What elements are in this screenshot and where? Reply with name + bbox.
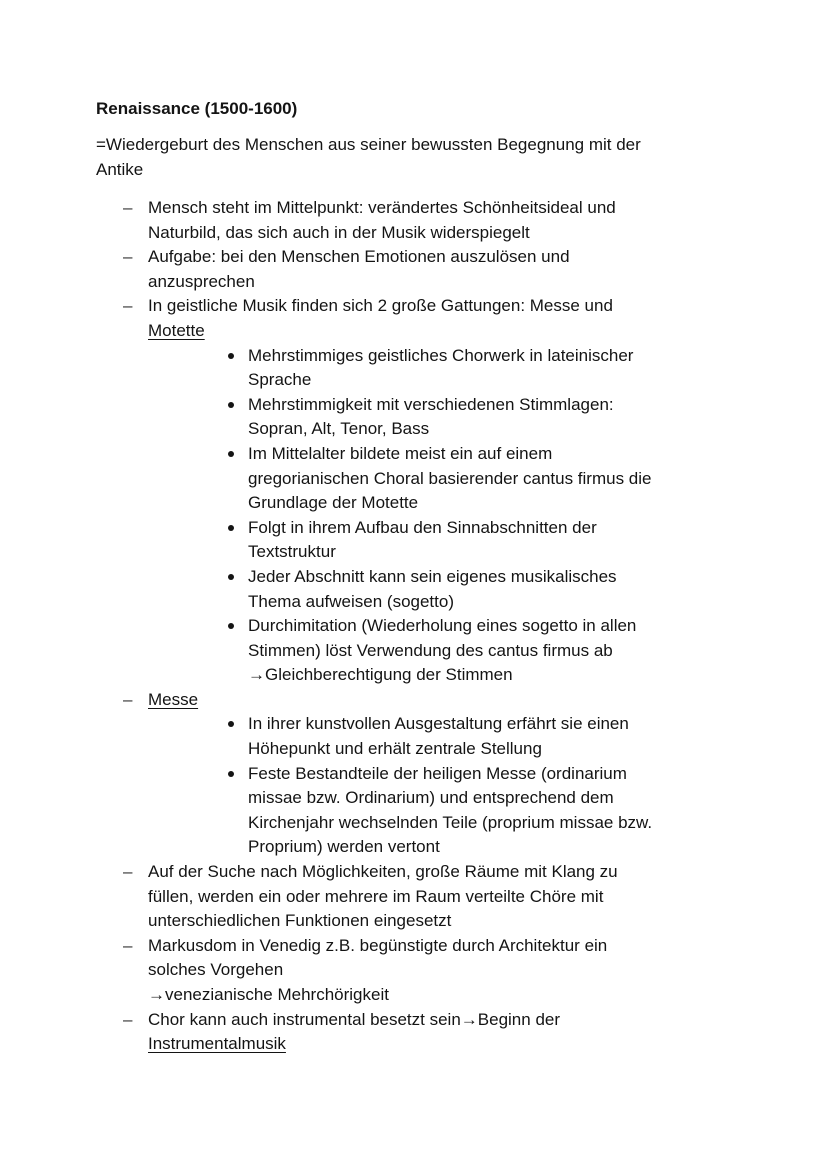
bullet-line: Proprium) werden vertont (248, 837, 440, 857)
intro-line: Antike (96, 159, 144, 179)
list-line: Auf der Suche nach Möglichkeiten, große Räume mit Klang zu (148, 862, 618, 882)
bullet-dot (228, 525, 234, 531)
list-line: füllen, werden ein oder mehrere im Raum verteilte Chöre mit (148, 886, 604, 906)
dash-list-item (96, 860, 746, 934)
bullet-item (96, 565, 746, 614)
list-line: Aufgabe: bei den Menschen Emotionen auszulösen und (148, 247, 570, 267)
bullet-dot (228, 451, 234, 457)
dash-list-item (96, 688, 746, 713)
list-line: Mensch steht im Mittelpunkt: verändertes Schönheitsideal und (148, 198, 616, 217)
messe-bullets (96, 712, 746, 860)
bullet-dot (228, 353, 234, 359)
bullet-line: Sopran, Alt, Tenor, Bass (248, 419, 430, 439)
bullet-line: →Gleichberechtigung der Stimmen (248, 665, 513, 685)
dash-marker: – (123, 247, 133, 267)
bullet-item (96, 712, 746, 761)
list-line: unterschiedlichen Funktionen eingesetzt (148, 911, 452, 931)
bullet-line: Durchimitation (Wiederholung eines sogetto in allen (248, 616, 637, 636)
bullet-line: In ihrer kunstvollen Ausgestaltung erfährt sie einen (248, 714, 629, 734)
dash-list-item (96, 196, 746, 245)
dash-list-item (96, 245, 746, 294)
dash-marker: – (123, 689, 133, 709)
dash-list-item (96, 1008, 746, 1057)
dash-marker: – (123, 198, 133, 217)
main-list (96, 196, 746, 1057)
list-line: →venezianische Mehrchörigkeit (148, 985, 389, 1004)
bullet-line: Im Mittelalter bildete meist ein auf einem (248, 443, 553, 463)
bullet-line: Höhepunkt und erhält zentrale Stellung (248, 739, 542, 759)
bullet-line: Feste Bestandteile der heiligen Messe (ordinarium (248, 763, 627, 783)
bullet-line: Kirchenjahr wechselnden Teile (proprium missae bzw. (248, 812, 653, 832)
bullet-dot (228, 623, 234, 629)
bullet-line: Mehrstimmiges geistliches Chorwerk in lateinischer (248, 345, 634, 365)
list-line: Markusdom in Venedig z.B. begünstigte durch Architektur ein (148, 935, 608, 955)
list-line: Chor kann auch instrumental besetzt sein→Beginn der (148, 1009, 561, 1029)
bullet-dot (228, 771, 234, 777)
list-line: In geistliche Musik finden sich 2 große Gattungen: Messe und (148, 296, 613, 316)
bullet-line: Textstruktur (248, 542, 336, 562)
bullet-line: Thema aufweisen (sogetto) (248, 591, 454, 611)
list-line: solches Vorgehen (148, 960, 284, 980)
bullet-list (96, 712, 746, 860)
bullet-item (96, 393, 746, 442)
bullet-dot (228, 574, 234, 580)
intro-paragraph (96, 133, 746, 182)
motette-bullets (96, 344, 746, 688)
dash-marker: – (123, 862, 133, 882)
page-title: Renaissance (1500-1600) (96, 99, 298, 118)
list-line: anzusprechen (148, 271, 255, 291)
heading-messe: Messe (148, 689, 199, 709)
bullet-line: Jeder Abschnitt kann sein eigenes musikalisches (248, 566, 617, 586)
bullet-dot (228, 402, 234, 408)
bullet-item (96, 344, 746, 393)
dash-marker: – (123, 296, 133, 316)
intro-line: =Wiedergeburt des Menschen aus seiner bewussten Begegnung mit der (96, 135, 641, 154)
bullet-line: Folgt in ihrem Aufbau den Sinnabschnitten der (248, 517, 597, 537)
bullet-line: gregorianischen Choral basierender cantus firmus die (248, 468, 652, 488)
bullet-item (96, 762, 746, 860)
bullet-item (96, 442, 746, 516)
bullet-item (96, 614, 746, 688)
dash-marker: – (123, 935, 133, 955)
heading-instrumentalmusik: Instrumentalmusik (148, 1034, 286, 1054)
bullet-item (96, 516, 746, 565)
bullet-line: missae bzw. Ordinarium) und entsprechend dem (248, 788, 614, 808)
heading-motette: Motette (148, 320, 205, 340)
bullet-line: Mehrstimmigkeit mit verschiedenen Stimmlagen: (248, 394, 614, 414)
bullet-line: Sprache (248, 370, 312, 390)
bullet-line: Stimmen) löst Verwendung des cantus firmus ab (248, 640, 613, 660)
dash-marker: – (123, 1009, 133, 1029)
bullet-list (96, 344, 746, 688)
list-line: Naturbild, das sich auch in der Musik widerspiegelt (148, 222, 530, 242)
dash-list-item (96, 294, 746, 343)
bullet-dot (228, 721, 234, 727)
dash-list-item (96, 934, 746, 1008)
bullet-line: Grundlage der Motette (248, 493, 419, 513)
